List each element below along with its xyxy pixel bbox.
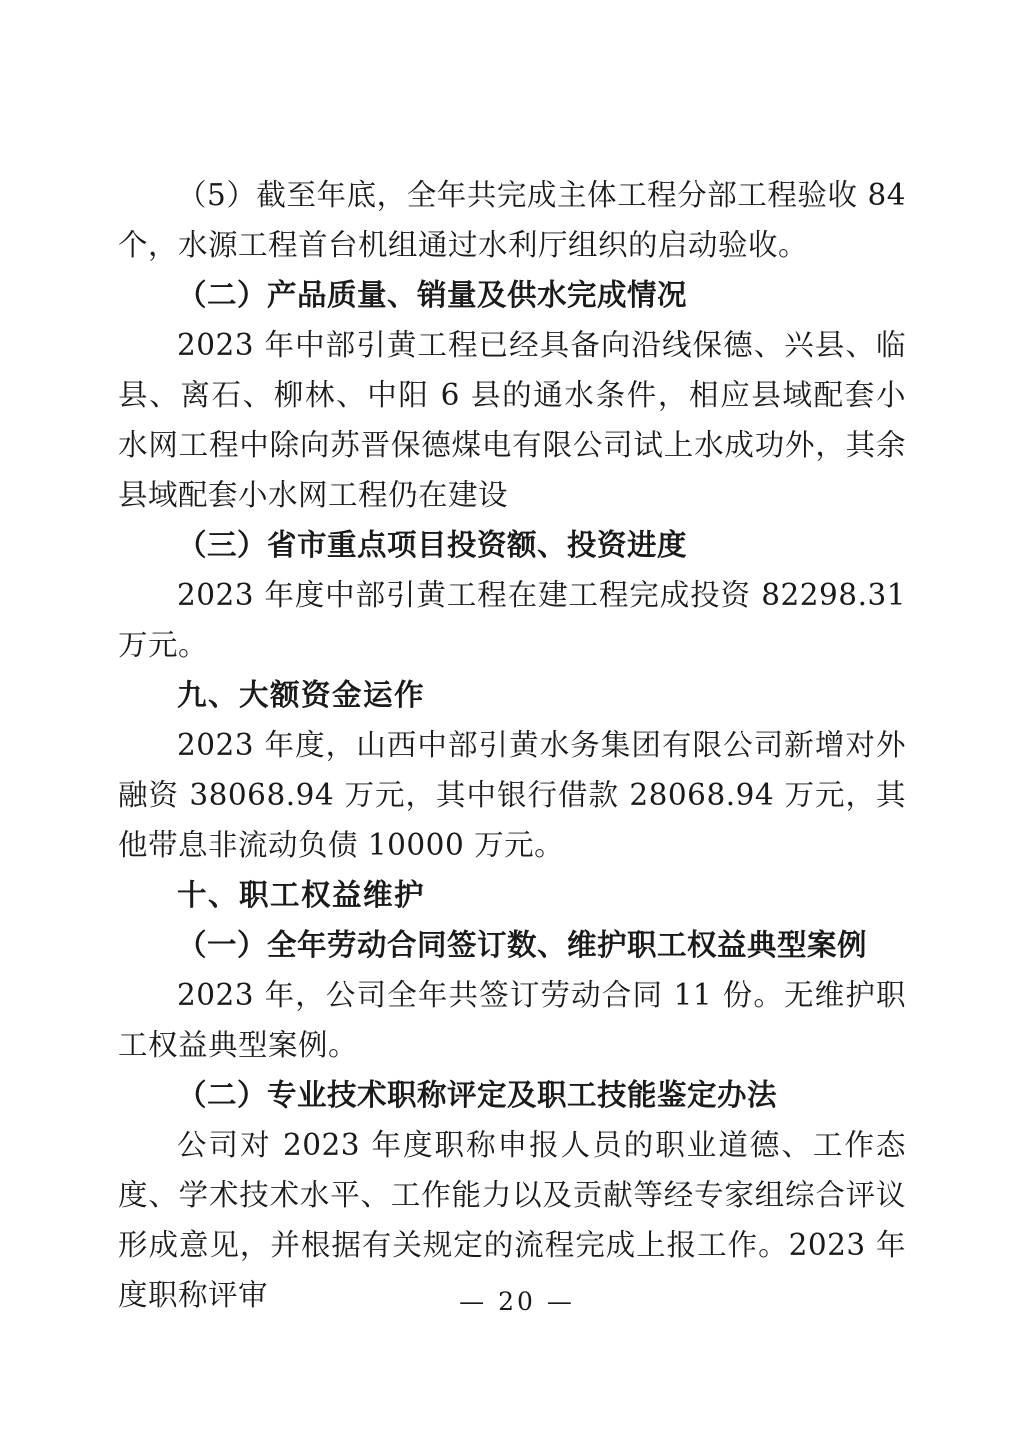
paragraph-project-acceptance: （5）截至年底，全年共完成主体工程分部工程验收 84 个，水源工程首台机组通过水利厅组织的启动验收。 bbox=[118, 178, 906, 262]
heading-large-fund-operation: 九、大额资金运作 bbox=[177, 677, 426, 712]
document-body bbox=[118, 170, 906, 1320]
paragraph-labor-contract-count: 2023 年，公司全年共签订劳动合同 11 份。无维护职工权益典型案例。 bbox=[118, 978, 906, 1062]
paragraph-title-review-process: 公司对 2023 年度职称申报人员的职业道德、工作态度、学术技术水平、工作能力以及贡献等经专家组综合评议形成意见，并根据有关规定的流程完成上报工作。2023 年度职称评审 bbox=[118, 1128, 906, 1312]
subheading-labor-contracts: （一）全年劳动合同签订数、维护职工权益典型案例 bbox=[177, 927, 868, 962]
paragraph-financing-details: 2023 年度，山西中部引黄水务集团有限公司新增对外融资 38068.94 万元，其中银行借款 28068.94 万元，其他带息非流动负债 10000 万元。 bbox=[118, 728, 906, 862]
subheading-product-quality: （二）产品质量、销量及供水完成情况 bbox=[177, 277, 688, 312]
page-number: — 20 — bbox=[459, 1287, 575, 1316]
paragraph-investment-amount: 2023 年度中部引黄工程在建工程完成投资 82298.31 万元。 bbox=[118, 578, 906, 662]
paragraph-water-supply-conditions: 2023 年中部引黄工程已经具备向沿线保德、兴县、临县、离石、柳林、中阳 6 县的通水条件，相应县域配套小水网工程中除向苏晋保德煤电有限公司试上水成功外，其余县域配套小水网工程仍在建设 bbox=[118, 328, 906, 512]
subheading-key-project-investment: （三）省市重点项目投资额、投资进度 bbox=[177, 527, 688, 562]
page-footer bbox=[0, 1287, 1024, 1316]
subheading-title-evaluation: （二）专业技术职称评定及职工技能鉴定办法 bbox=[177, 1077, 778, 1112]
heading-employee-rights: 十、职工权益维护 bbox=[177, 877, 426, 912]
